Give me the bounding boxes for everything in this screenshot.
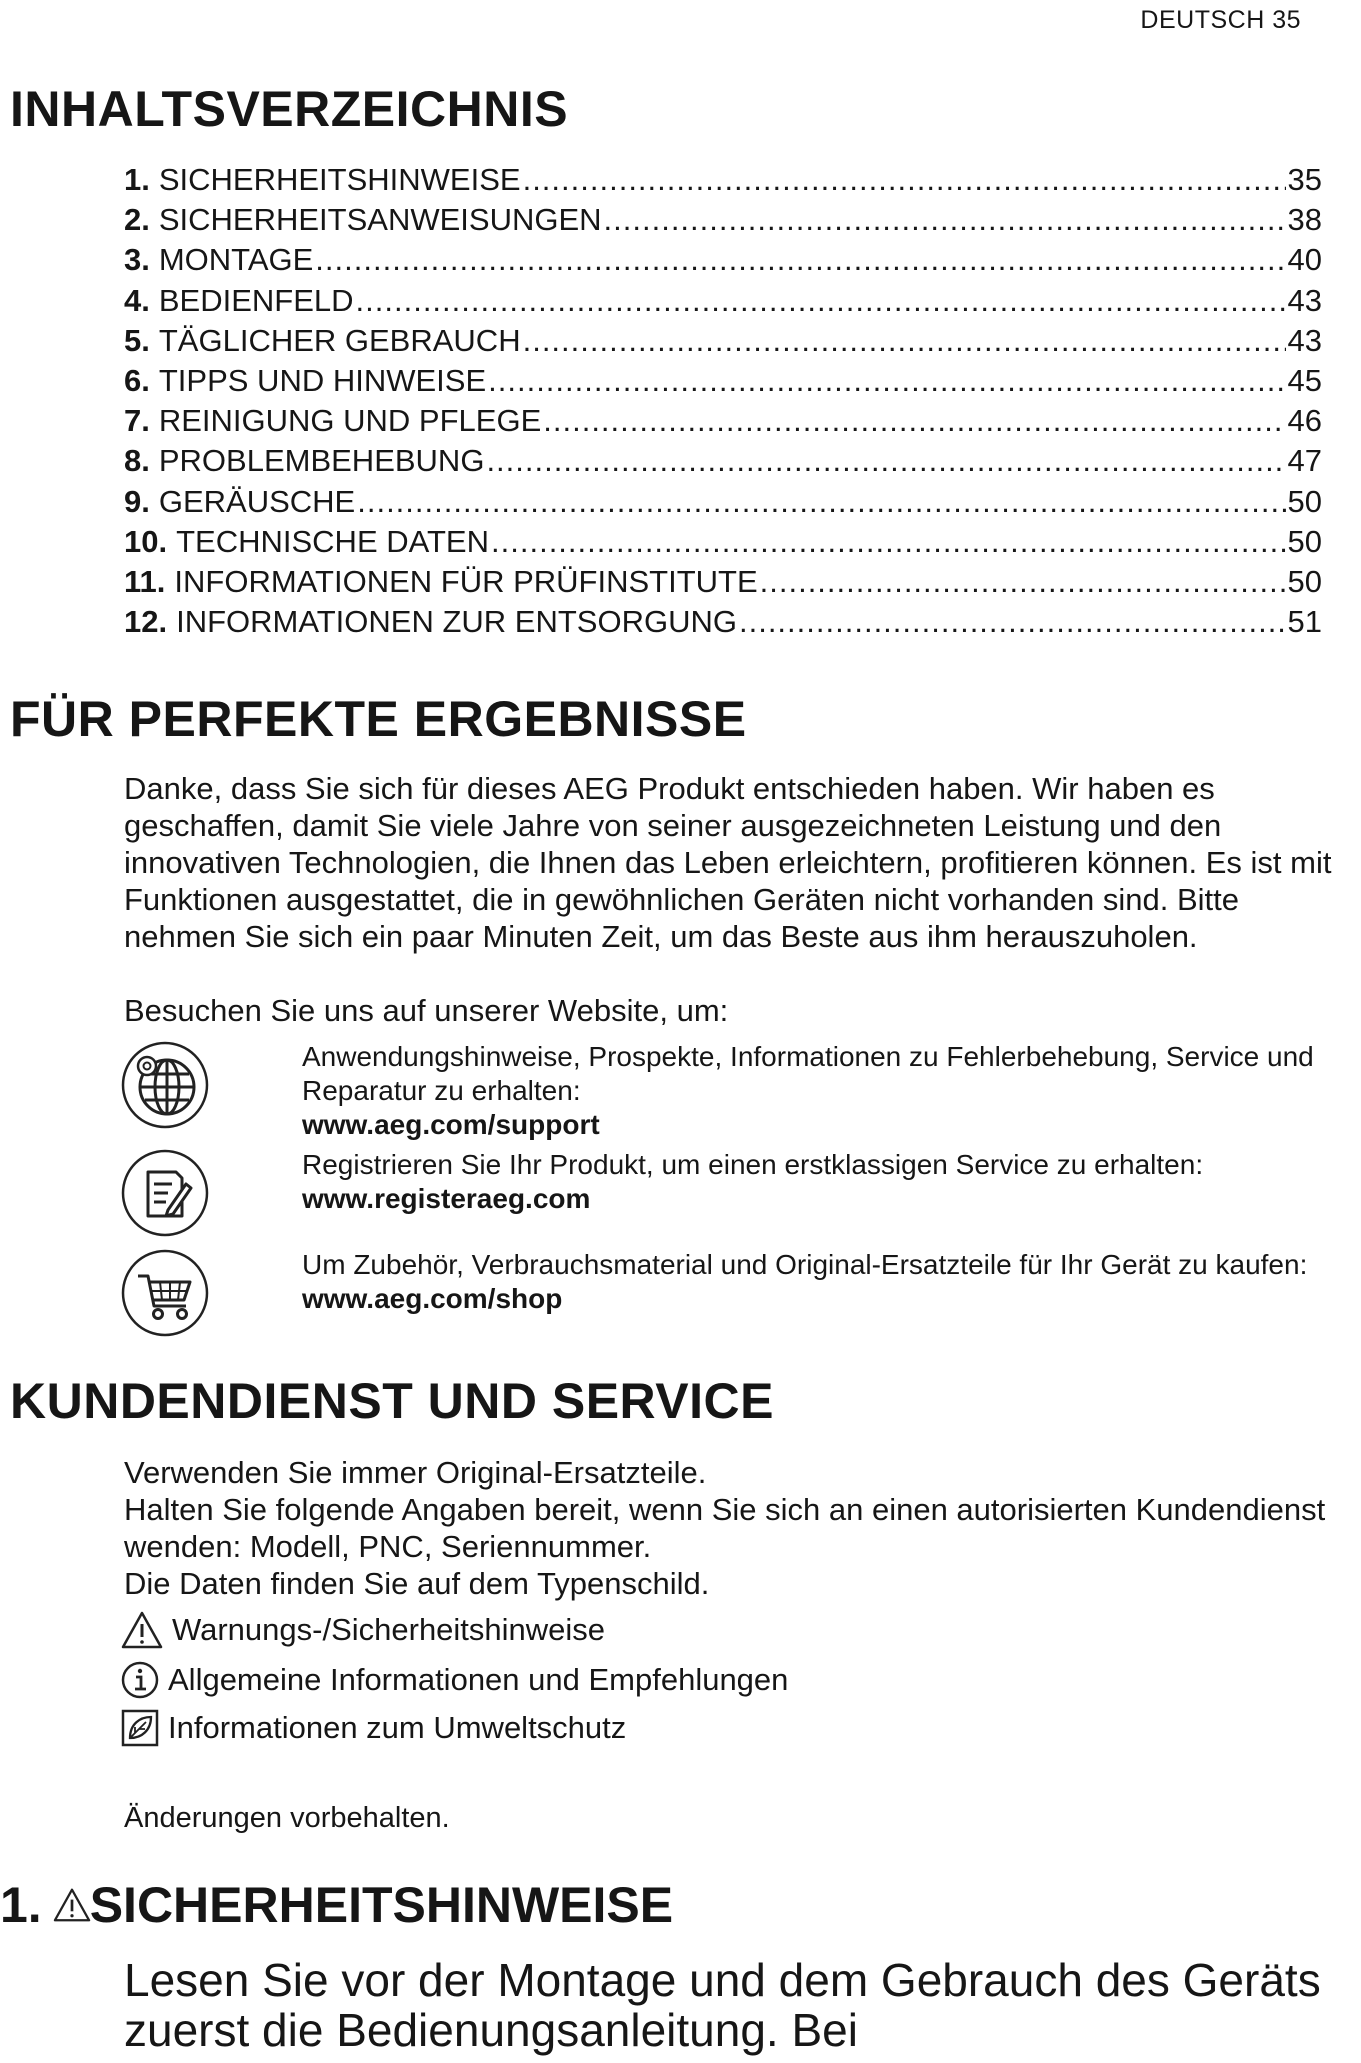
visit-website-text: Besuchen Sie uns auf unserer Website, um: [124,993,729,1028]
legend-environment-label: Informationen zum Umweltschutz [168,1710,627,1745]
service-title: KUNDENDIENST UND SERVICE [10,1373,774,1429]
service-line-original-parts: Verwenden Sie immer Original-Ersatzteile. [124,1455,707,1490]
info-icon [120,1660,160,1700]
warning-icon [52,1887,92,1923]
toc-item[interactable]: 4. BEDIENFELD ..... 43 [124,283,1322,323]
safety-title-text: SICHERHEITSHINWEISE [89,1877,674,1933]
toc-item[interactable]: 10. TECHNISCHE DATEN ..... 50 [124,524,1322,564]
legend-environment [120,1708,626,1748]
toc-item[interactable]: 6. TIPPS UND HINWEISE ..... 45 [124,363,1322,403]
shop-link-description: Um Zubehör, Verbrauchsmaterial und Original-Ersatzteile für Ihr Gerät zu kaufen: [302,1249,1308,1280]
toc-item[interactable]: 1. SICHERHEITSHINWEISE ..... 35 [124,162,1322,202]
warning-icon [120,1610,164,1650]
legend-warning-label: Warnungs-/Sicherheitshinweise [172,1612,606,1647]
legend-info-label: Allgemeine Informationen und Empfehlungen [168,1662,789,1697]
shopping-cart-icon [120,1248,210,1338]
support-link-url[interactable]: www.aeg.com/support [302,1109,600,1140]
support-link-description: Anwendungshinweise, Prospekte, Informationen zu Fehlerbehebung, Service und Reparatur zu erhalten: [302,1041,1314,1106]
safety-lead-text: Lesen Sie vor der Montage und dem Gebrauch des Geräts zuerst die Bedienungsanleitung. Bei [124,1954,1321,2056]
results-title: FÜR PERFEKTE ERGEBNISSE [10,691,747,747]
toc-item[interactable]: 7. REINIGUNG UND PFLEGE ..... 46 [124,403,1322,443]
globe-icon [120,1040,210,1130]
table-of-contents [124,162,1322,644]
toc-item[interactable]: 9. GERÄUSCHE ..... 50 [124,484,1322,524]
results-intro-text: Danke, dass Sie sich für dieses AEG Produkt entschieden haben. Wir haben es geschaffen, damit Sie viele Jahre von seiner ausgezeichneten Leistung und den innovativen Technologien, die Ihnen das Leben erleichtern, profitieren können. Es ist mit Funktionen ausgestattet, die in gewöhnlichen Geräten nicht vorhanden sind. Bitte nehmen Sie sich ein paar Minuten Zeit, um das Beste aus ihm herauszuholen. [124,771,1332,954]
legend-warning [120,1610,605,1650]
service-line-details: Halten Sie folgende Angaben bereit, wenn Sie sich an einen autorisierten Kundendienst wenden: Modell, PNC, Seriennummer. [124,1492,1326,1564]
service-line-rating-plate: Die Daten finden Sie auf dem Typenschild. [124,1566,710,1601]
leaf-icon [120,1708,160,1748]
changes-note: Änderungen vorbehalten. [124,1802,450,1834]
toc-item[interactable]: 11. INFORMATIONEN FÜR PRÜFINSTITUTE ..... 50 [124,564,1322,604]
toc-item[interactable]: 5. TÄGLICHER GEBRAUCH ..... 43 [124,323,1322,363]
toc-item[interactable]: 8. PROBLEMBEHEBUNG ..... 47 [124,443,1322,483]
safety-title [0,1876,673,1934]
register-link-url[interactable]: www.registeraeg.com [302,1183,591,1214]
toc-item[interactable]: 3. MONTAGE ..... 40 [124,242,1322,282]
page-number-label: DEUTSCH 35 [1140,6,1301,34]
toc-item[interactable]: 12. INFORMATIONEN ZUR ENTSORGUNG ..... 51 [124,604,1322,644]
register-link-description: Registrieren Sie Ihr Produkt, um einen erstklassigen Service zu erhalten: [302,1149,1204,1180]
legend-info [120,1660,788,1700]
toc-title: INHALTSVERZEICHNIS [10,81,569,137]
shop-link-url[interactable]: www.aeg.com/shop [302,1283,563,1314]
register-icon [120,1148,210,1238]
service-text [124,1454,1344,1602]
safety-number: 1. [0,1877,42,1933]
toc-item[interactable]: 2. SICHERHEITSANWEISUNGEN ..... 38 [124,202,1322,242]
